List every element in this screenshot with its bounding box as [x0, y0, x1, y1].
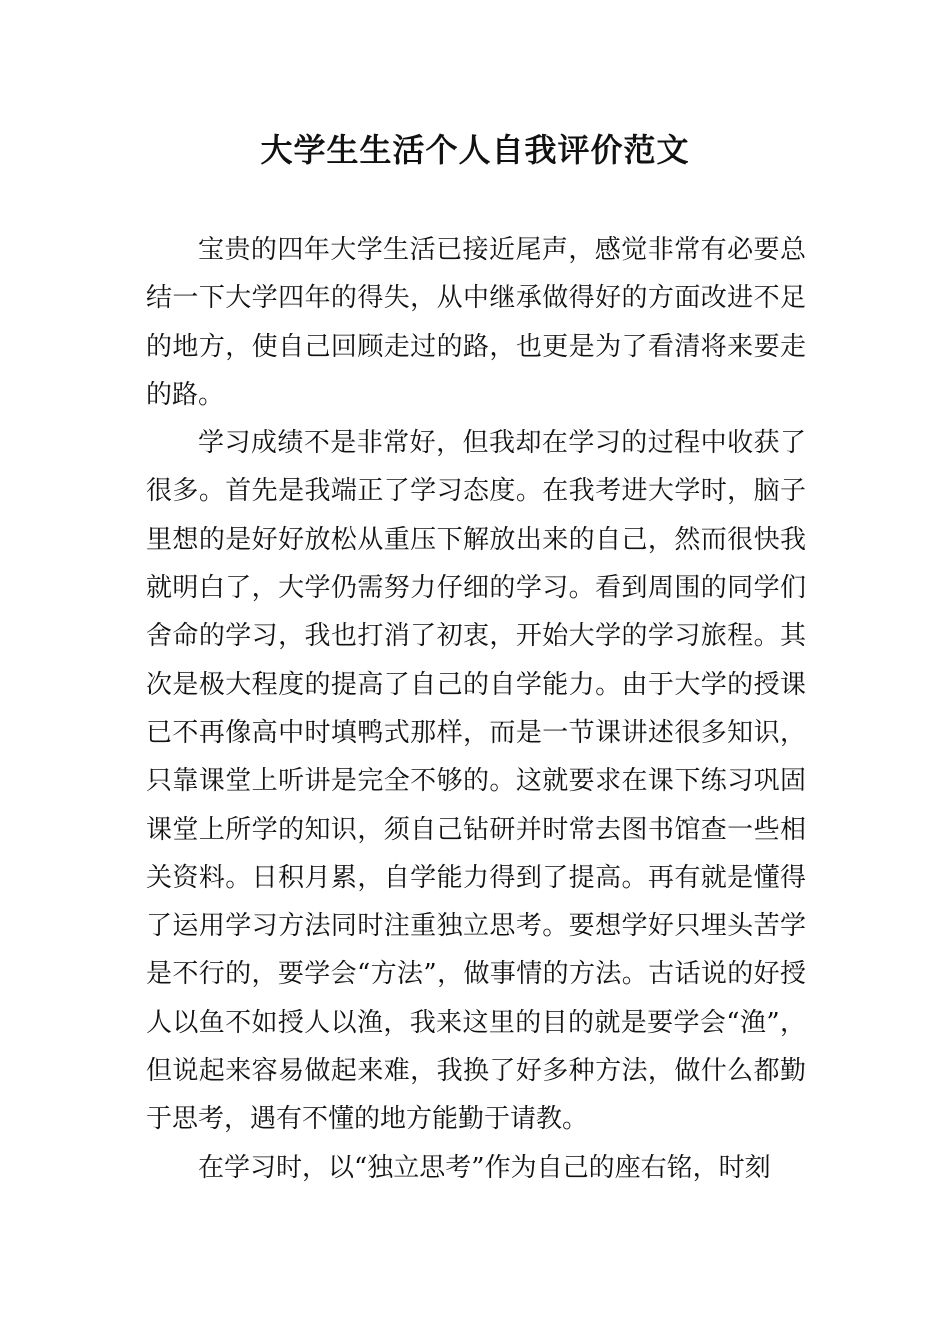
document-title: 大学生生活个人自我评价范文: [260, 131, 690, 169]
document-body: [146, 226, 806, 1192]
paragraph-2: 学习成绩不是非常好，但我却在学习的过程中收获了很多。首先是我端正了学习态度。在我考进大学时，脑子里想的是好好放松从重压下解放出来的自己，然而很快我就明白了，大学仍需努力仔细的学习。看到周围的同学们舍命的学习，我也打消了初衷，开始大学的学习旅程。其次是极大程度的提高了自己的自学能力。由于大学的授课已不再像高中时填鸭式那样，而是一节课讲述很多知识，只靠课堂上听讲是完全不够的。这就要求在课下练习巩固课堂上所学的知识，须自己钻研并时常去图书馆查一些相关资料。日积月累，自学能力得到了提高。再有就是懂得了运用学习方法同时注重独立思考。要想学好只埋头苦学是不行的，要学会“方法”，做事情的方法。古话说的好授人以鱼不如授人以渔，我来这里的目的就是要学会“渔”，但说起来容易做起来难，我换了好多种方法，做什么都勤于思考，遇有不懂的地方能勤于请教。: [146, 428, 806, 1135]
paragraph-3: 在学习时，以“独立思考”作为自己的座右铭，时刻: [198, 1152, 771, 1183]
paragraph-1: 宝贵的四年大学生活已接近尾声，感觉非常有必要总结一下大学四年的得失，从中继承做得好的方面改进不足的地方，使自己回顾走过的路，也更是为了看清将来要走的路。: [146, 235, 806, 410]
